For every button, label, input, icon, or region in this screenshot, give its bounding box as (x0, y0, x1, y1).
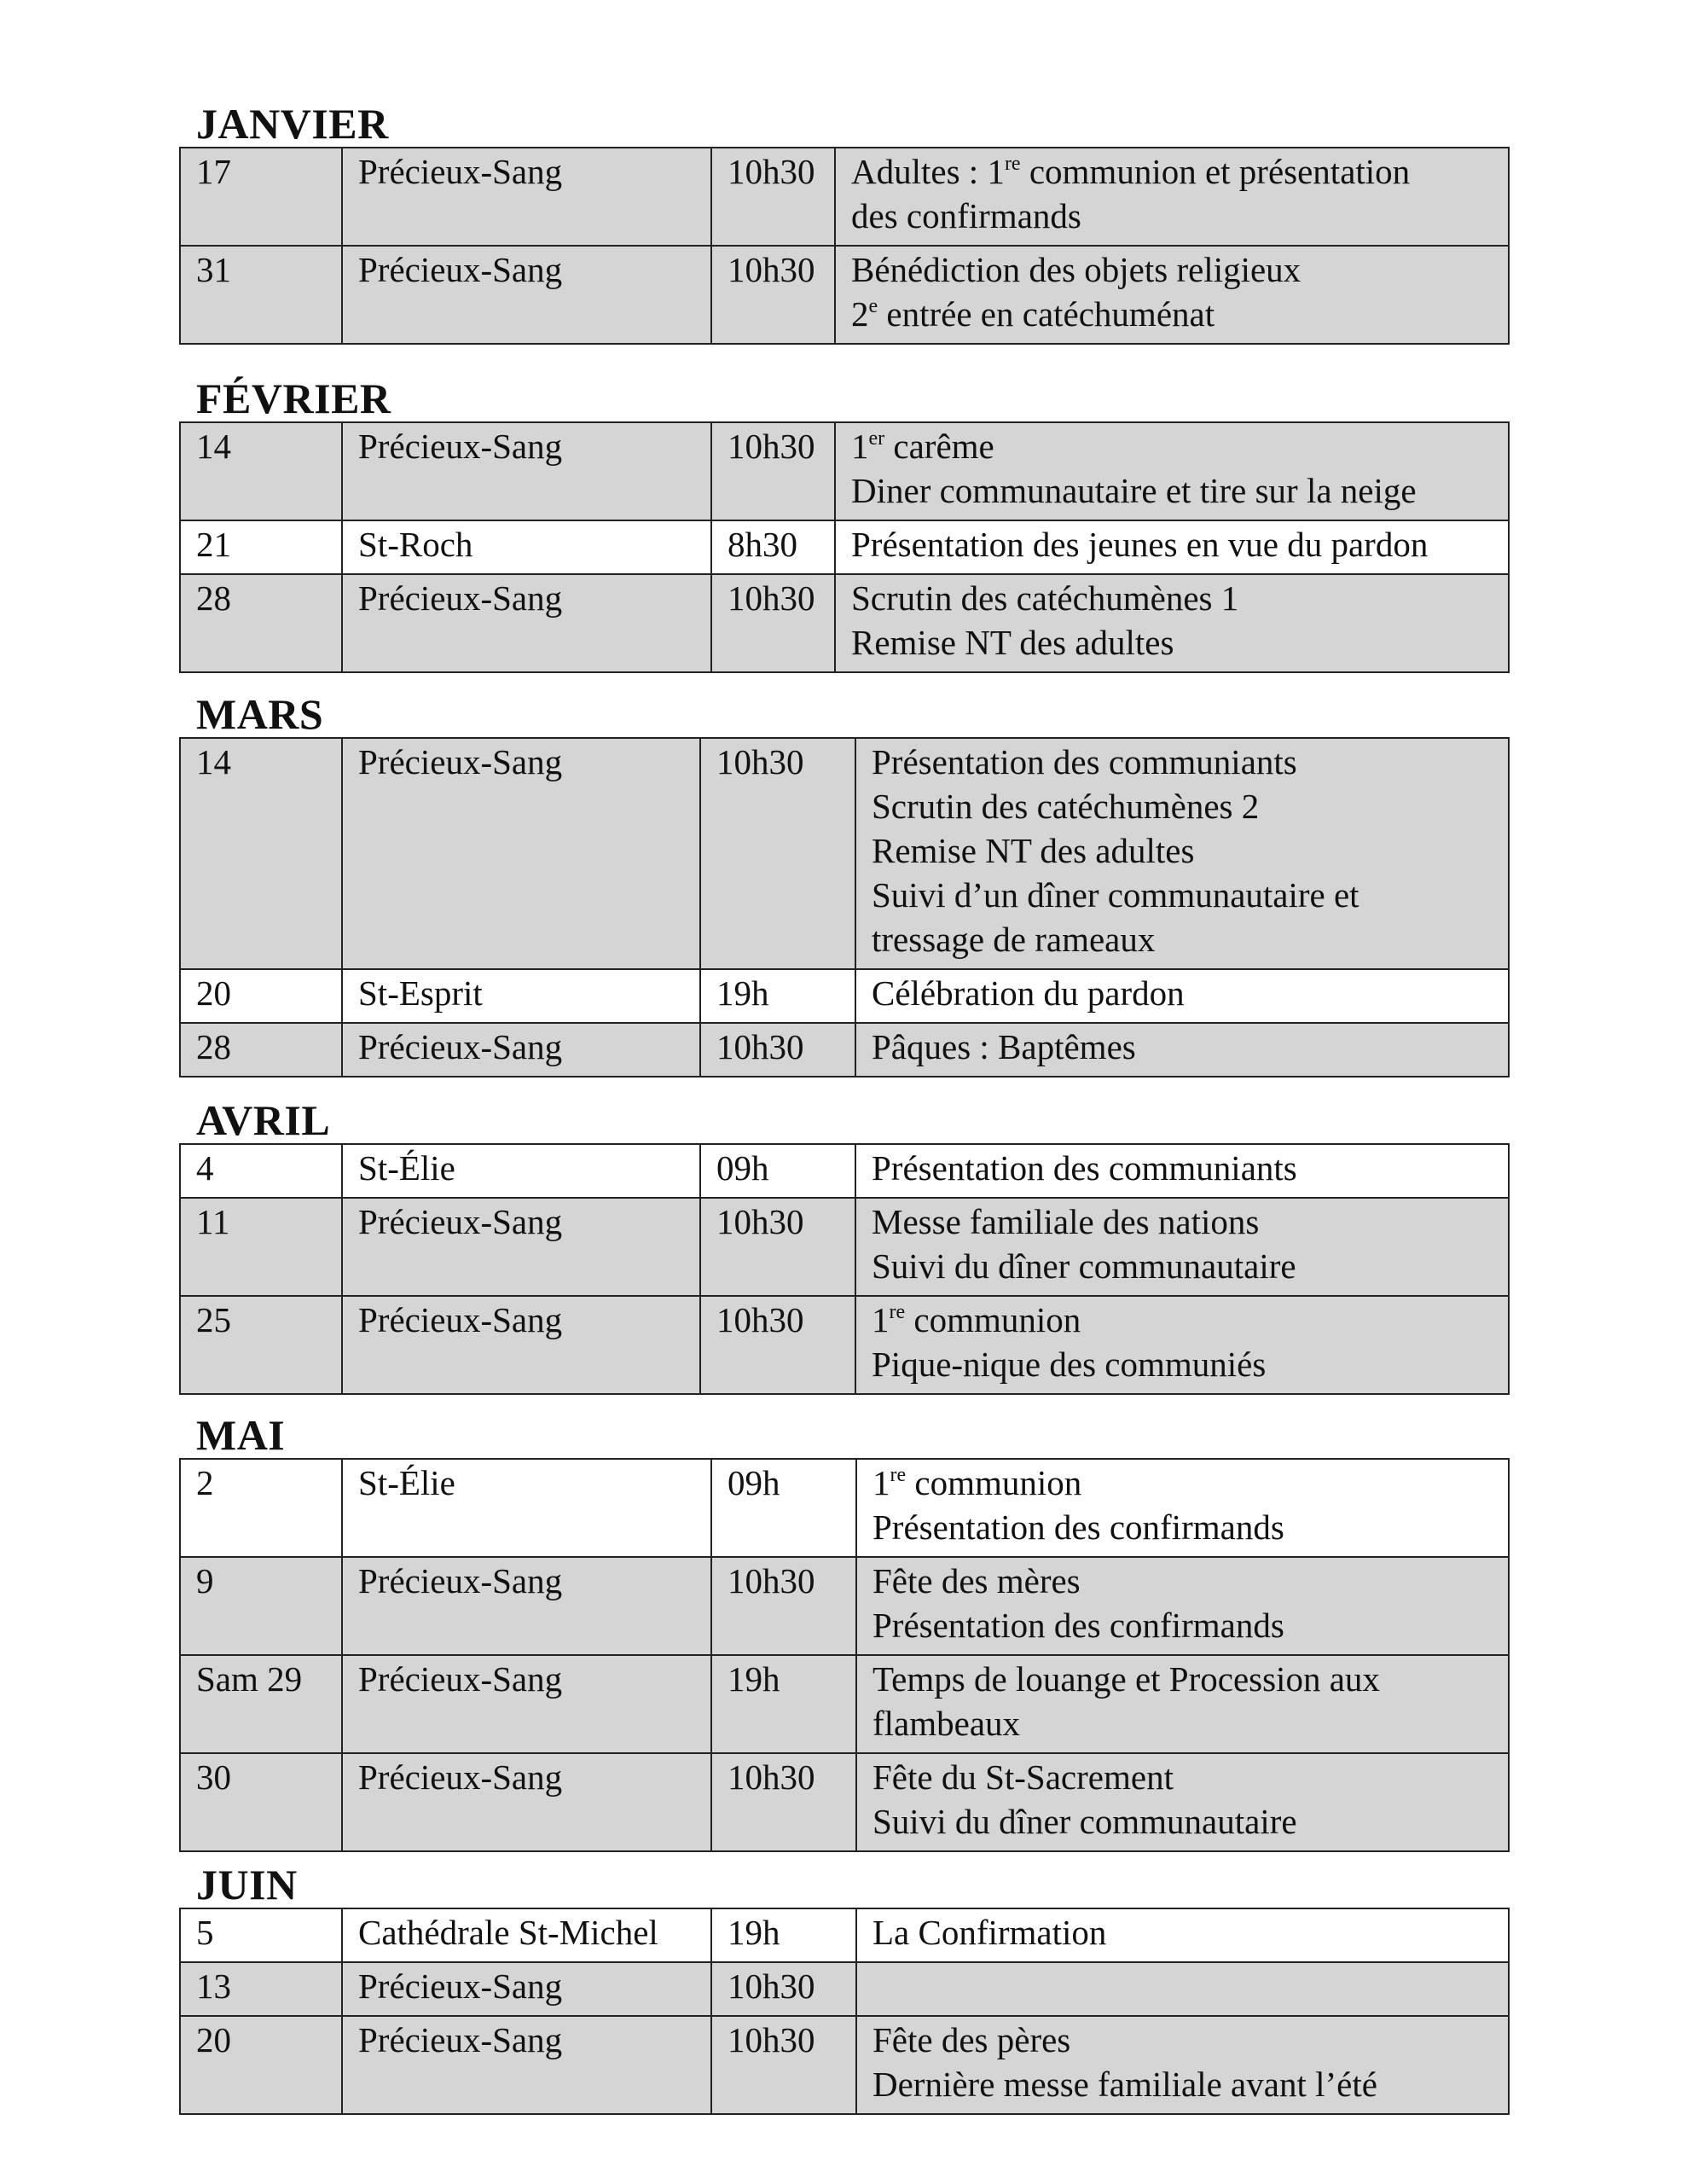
date-cell: 20 (180, 969, 342, 1023)
description-line (872, 1146, 1508, 1190)
table-row (180, 1655, 1509, 1753)
time-cell: 10h30 (711, 246, 835, 344)
description-line (872, 828, 1508, 873)
description-line (851, 247, 1508, 292)
description-line (851, 292, 1508, 336)
text: Fête du St-Sacrement (872, 1757, 1174, 1797)
date-cell: 28 (180, 1023, 342, 1077)
description-cell (856, 1753, 1509, 1851)
description-cell (856, 1908, 1509, 1962)
place-cell: St-Élie (342, 1459, 711, 1557)
time-cell: 10h30 (711, 574, 835, 672)
description-cell (856, 1557, 1509, 1655)
text: Célébration du pardon (872, 973, 1185, 1013)
description-line (872, 740, 1508, 784)
table-row (180, 1557, 1509, 1655)
text: La Confirmation (872, 1913, 1107, 1952)
section-juin (179, 1862, 1508, 2115)
time-cell: 09h (700, 1144, 855, 1198)
date-cell: 25 (180, 1296, 342, 1394)
text: communion (905, 1300, 1081, 1339)
month-heading: JUIN (196, 1861, 298, 1908)
text: 1 (851, 427, 869, 466)
description-cell (855, 1198, 1509, 1296)
description-line (872, 917, 1508, 961)
section-janvier (179, 101, 1508, 345)
description-line (872, 784, 1508, 828)
text: Messe familiale des nations (872, 1202, 1260, 1241)
superscript: re (1004, 153, 1021, 175)
table-row (180, 1753, 1509, 1851)
text: entrée en catéchuménat (878, 294, 1215, 334)
description-cell (855, 1023, 1509, 1077)
description-line (872, 1025, 1508, 1069)
date-cell: 20 (180, 2016, 342, 2114)
text: Présentation des communiants (872, 742, 1297, 781)
date-cell: 30 (180, 1753, 342, 1851)
description-cell (835, 574, 1509, 672)
description-line (872, 1461, 1508, 1505)
schedule-table (179, 147, 1510, 345)
time-cell: 10h30 (700, 1296, 855, 1394)
description-cell (835, 148, 1509, 246)
date-cell: 13 (180, 1962, 342, 2016)
text: Dernière messe familiale avant l’été (872, 2065, 1377, 2104)
text: Diner communautaire et tire sur la neige (851, 471, 1417, 510)
description-cell (856, 1962, 1509, 2016)
table-row (180, 1144, 1509, 1198)
place-cell: Précieux-Sang (342, 1023, 700, 1077)
time-cell: 10h30 (711, 1962, 856, 2016)
table-row (180, 246, 1509, 344)
text: carême (884, 427, 994, 466)
description-cell (855, 1144, 1509, 1198)
table-row (180, 1908, 1509, 1962)
table-row (180, 520, 1509, 574)
text: Suivi d’un dîner communautaire et (872, 875, 1359, 915)
schedule-table (179, 1908, 1510, 2115)
date-cell: 14 (180, 738, 342, 969)
time-cell: 10h30 (700, 1023, 855, 1077)
text: Remise NT des adultes (872, 831, 1195, 870)
time-cell: 09h (711, 1459, 856, 1557)
table-row (180, 422, 1509, 520)
schedule-table (179, 421, 1510, 673)
description-cell (855, 969, 1509, 1023)
table-row (180, 1198, 1509, 1296)
place-cell: Précieux-Sang (342, 1753, 711, 1851)
text: Fête des pères (872, 2020, 1071, 2059)
text: 1 (872, 1463, 890, 1502)
text: communion (906, 1463, 1082, 1502)
description-line (851, 149, 1508, 194)
month-heading: MAI (196, 1411, 286, 1459)
table-row (180, 1023, 1509, 1077)
description-line (872, 2062, 1508, 2106)
date-cell: Sam 29 (180, 1655, 342, 1753)
text: Scrutin des catéchumènes 1 (851, 578, 1239, 618)
description-line (872, 873, 1508, 917)
description-line (872, 1799, 1508, 1844)
schedule-table (179, 1458, 1510, 1852)
text: Présentation des confirmands (872, 1507, 1284, 1547)
description-line (851, 424, 1508, 468)
month-heading: AVRIL (196, 1096, 331, 1144)
date-cell: 31 (180, 246, 342, 344)
time-cell: 19h (711, 1908, 856, 1962)
table-row (180, 738, 1509, 969)
table-row (180, 1962, 1509, 2016)
description-line (872, 1701, 1508, 1745)
text: Suivi du dîner communautaire (872, 1246, 1296, 1286)
description-line (872, 1603, 1508, 1647)
place-cell: Précieux-Sang (342, 422, 711, 520)
date-cell: 28 (180, 574, 342, 672)
text: tressage de rameaux (872, 920, 1156, 959)
place-cell: Précieux-Sang (342, 246, 711, 344)
place-cell: Précieux-Sang (342, 738, 700, 969)
time-cell: 10h30 (711, 1753, 856, 1851)
description-line (872, 1559, 1508, 1603)
month-heading: FÉVRIER (196, 375, 391, 422)
text: Scrutin des catéchumènes 2 (872, 787, 1260, 826)
place-cell: Cathédrale St-Michel (342, 1908, 711, 1962)
time-cell: 10h30 (711, 422, 835, 520)
description-cell (856, 1459, 1509, 1557)
description-line (851, 468, 1508, 513)
table-row (180, 1459, 1509, 1557)
time-cell: 19h (700, 969, 855, 1023)
description-line (872, 2018, 1508, 2062)
description-line (872, 1910, 1508, 1955)
superscript: re (890, 1464, 907, 1486)
section-mai (179, 1412, 1508, 1852)
superscript: re (889, 1301, 906, 1323)
place-cell: Précieux-Sang (342, 574, 711, 672)
description-line (851, 522, 1508, 566)
description-line (872, 971, 1508, 1015)
description-cell (855, 738, 1509, 969)
date-cell: 11 (180, 1198, 342, 1296)
description-line (851, 576, 1508, 620)
schedule-table (179, 1143, 1510, 1395)
date-cell: 9 (180, 1557, 342, 1655)
description-line (872, 1298, 1508, 1342)
place-cell: Précieux-Sang (342, 1557, 711, 1655)
description-cell (835, 520, 1509, 574)
place-cell: Précieux-Sang (342, 2016, 711, 2114)
description-line (851, 620, 1508, 665)
text: Présentation des jeunes en vue du pardon (851, 525, 1429, 564)
superscript: er (868, 427, 885, 450)
section-avril (179, 1097, 1508, 1395)
place-cell: Précieux-Sang (342, 1655, 711, 1753)
date-cell: 4 (180, 1144, 342, 1198)
text: Pique-nique des communiés (872, 1345, 1267, 1384)
description-cell (856, 2016, 1509, 2114)
place-cell: Précieux-Sang (342, 1198, 700, 1296)
description-line (872, 1505, 1508, 1549)
text: Remise NT des adultes (851, 623, 1174, 662)
table-row (180, 1296, 1509, 1394)
description-line (872, 1755, 1508, 1799)
description-cell (835, 246, 1509, 344)
time-cell: 19h (711, 1655, 856, 1753)
date-cell: 14 (180, 422, 342, 520)
table-row (180, 2016, 1509, 2114)
description-line (872, 1199, 1508, 1244)
description-cell (835, 422, 1509, 520)
table-row (180, 969, 1509, 1023)
time-cell: 10h30 (711, 148, 835, 246)
text: Présentation des communiants (872, 1148, 1297, 1188)
place-cell: St-Élie (342, 1144, 700, 1198)
date-cell: 17 (180, 148, 342, 246)
text: Fête des mères (872, 1561, 1081, 1600)
section-mars (179, 691, 1508, 1077)
text: 1 (872, 1300, 890, 1339)
superscript: e (868, 295, 878, 317)
time-cell: 10h30 (711, 2016, 856, 2114)
time-cell: 10h30 (700, 738, 855, 969)
description-line (872, 1342, 1508, 1386)
place-cell: St-Roch (342, 520, 711, 574)
text: flambeaux (872, 1704, 1021, 1743)
text: 2 (851, 294, 869, 334)
date-cell: 2 (180, 1459, 342, 1557)
description-cell (856, 1655, 1509, 1753)
schedule-table (179, 737, 1510, 1077)
date-cell: 5 (180, 1908, 342, 1962)
text: des confirmands (851, 196, 1081, 235)
time-cell: 10h30 (711, 1557, 856, 1655)
text: Temps de louange et Procession aux (872, 1659, 1380, 1699)
time-cell: 10h30 (700, 1198, 855, 1296)
text: Pâques : Baptêmes (872, 1027, 1136, 1066)
date-cell: 21 (180, 520, 342, 574)
description-cell (855, 1296, 1509, 1394)
month-heading: MARS (196, 690, 324, 738)
text: Adultes : 1 (851, 152, 1005, 191)
month-heading: JANVIER (196, 100, 389, 148)
description-line (872, 1244, 1508, 1288)
place-cell: Précieux-Sang (342, 1962, 711, 2016)
place-cell: Précieux-Sang (342, 148, 711, 246)
table-row (180, 574, 1509, 672)
section-fevrier (179, 375, 1508, 673)
description-line (872, 1657, 1508, 1701)
text: Bénédiction des objets religieux (851, 250, 1301, 289)
table-row (180, 148, 1509, 246)
text: communion et présentation (1020, 152, 1411, 191)
place-cell: Précieux-Sang (342, 1296, 700, 1394)
place-cell: St-Esprit (342, 969, 700, 1023)
time-cell: 8h30 (711, 520, 835, 574)
text: Suivi du dîner communautaire (872, 1802, 1297, 1841)
text: Présentation des confirmands (872, 1606, 1284, 1645)
description-line (851, 194, 1508, 238)
